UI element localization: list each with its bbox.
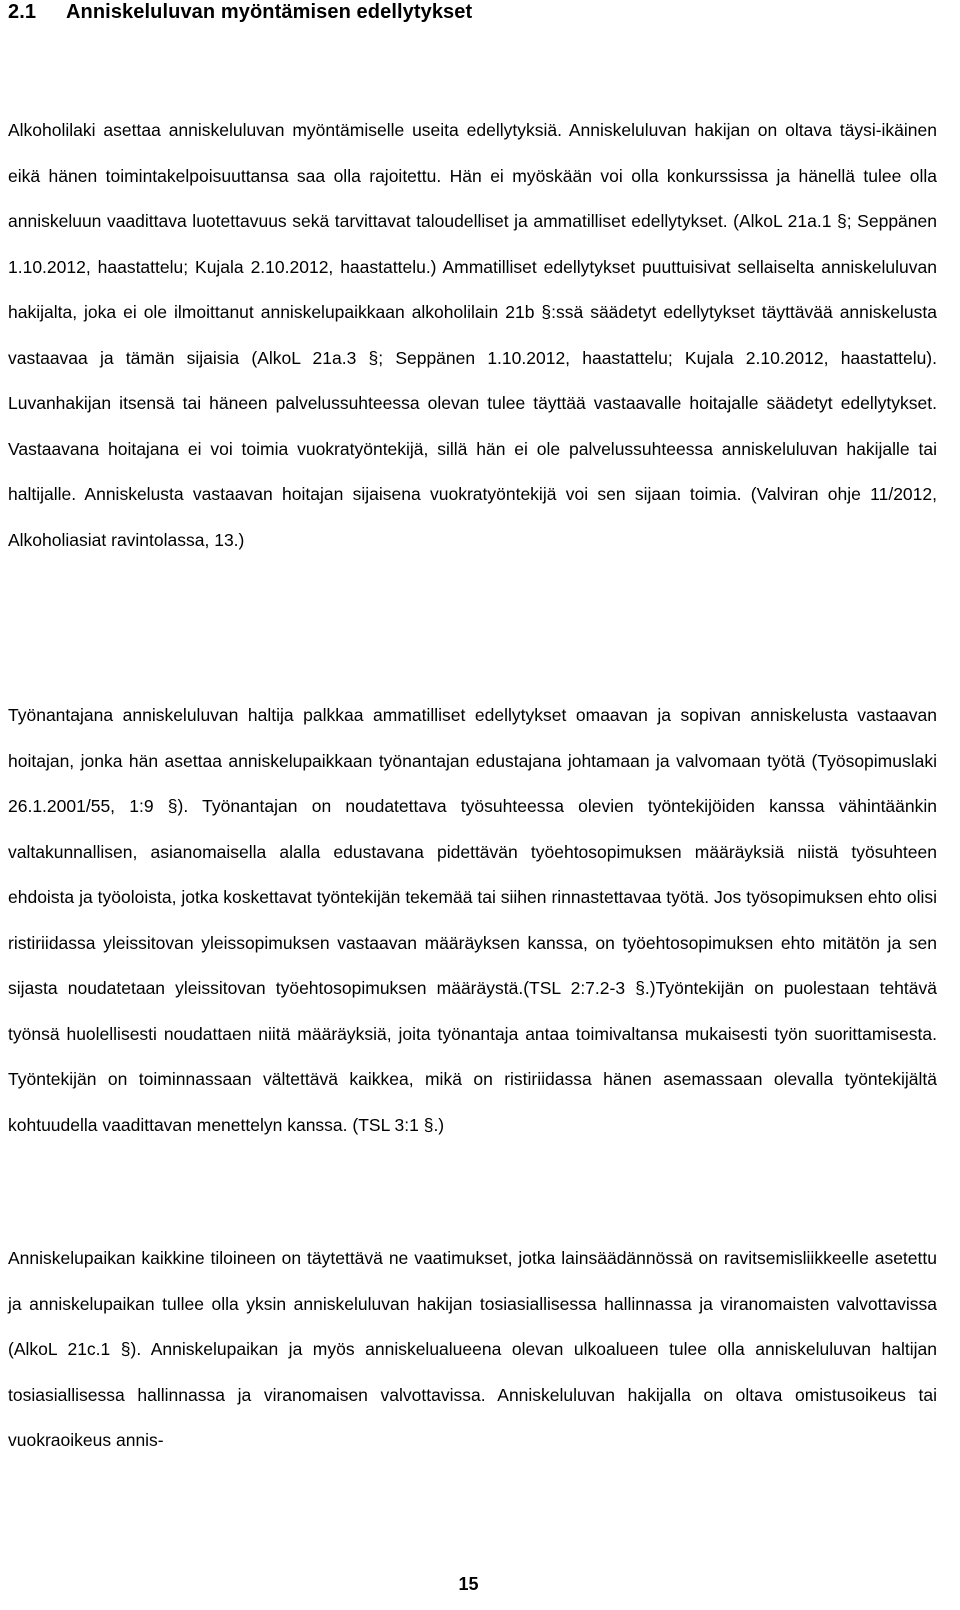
page-number: 15 <box>458 1574 479 1594</box>
section-title: Anniskeluluvan myöntämisen edellytykset <box>66 1 473 23</box>
section-number: 2.1 <box>8 1 37 23</box>
paragraph-license-requirements: Alkoholilaki asettaa anniskeluluvan myöntämiselle useita edellytyksiä. Anniskeluluvan hakijan on oltava täysi-ikäinen eikä hänen toimintakelpoisuuttansa saa olla rajoitettu. Hän ei myöskään voi olla konkurssissa ja hänellä tulee olla anniskeluun vaadittava luotettavuus sekä tarvittavat taloudelliset ja ammatilliset edellytykset. (AlkoL 21a.1 §; Seppänen 1.10.2012, haastattelu; Kujala 2.10.2012, haastattelu.) Ammatilliset edellytykset puuttuisivat sellaiselta anniskeluluvan hakijalta, joka ei ole ilmoittanut anniskelupaikkaan alkoholilain 21b §:ssä säädetyt edellytykset täyttävää anniskelusta vastaavaa ja tämän sijaisia (AlkoL 21a.3 §; Seppänen 1.10.2012, haastattelu; Kujala 2.10.2012, haastattelu). Luvanhakijan itsensä tai häneen palvelussuhteessa olevan tulee täyttää vastaavalle hoitajalle säädetyt edellytykset. Vastaavana hoitajana ei voi toimia vuokratyöntekijä, sillä hän ei ole palvelussuhteessa anniskeluluvan hakijalle tai haltijalle. Anniskelusta vastaavan hoitajan sijaisena vuokratyöntekijä voi sen sijaan toimia. (Valviran ohje 11/2012, Alkoholiasiat ravintolassa, 13.) <box>8 120 937 550</box>
paragraph-premises-requirements: Anniskelupaikan kaikkine tiloineen on täytettävä ne vaatimukset, jotka lainsäädännössä on ravitsemisliikkeelle asetettu ja anniskelupaikan tullee olla yksin anniskeluluvan hakijan tosiasiallisessa hallinnassa ja viranomaisten valvottavissa (AlkoL 21c.1 §). Anniskelupaikan ja myös anniskelualueena olevan ulkoalueen tulee olla anniskeluluvan haltijan tosiasiallisessa hallinnassa ja viranomaisen valvottavissa. Anniskeluluvan hakijalla on oltava omistusoikeus tai vuokraoikeus annis- <box>8 1248 937 1450</box>
section-heading <box>8 0 472 26</box>
paragraph-employer-duties: Työnantajana anniskeluluvan haltija palkkaa ammatilliset edellytykset omaavan ja sopivan anniskelusta vastaavan hoitajan, jonka hän asettaa anniskelupaikkaan työnantajan edustajana johtamaan ja valvomaan työtä (Työsopimuslaki 26.1.2001/55, 1:9 §). Työnantajan on noudatettava työsuhteessa olevien työntekijöiden kanssa vähintäänkin valtakunnallisen, asianomaisella alalla edustavana pidettävän työehtosopimuksen määräyksiä niistä työsuhteen ehdoista ja työoloista, jotka koskettavat työntekijän tekemää tai siihen rinnastettavaa työtä. Jos työsopimuksen ehto olisi ristiriidassa yleissitovan yleissopimuksen vastaavan määräyksen kanssa, on työehtosopimuksen ehto mitätön ja sen sijasta noudatetaan yleissitovan työehtosopimuksen määräystä.(TSL 2:7.2-3 §.)Työntekijän on puolestaan tehtävä työnsä huolellisesti noudattaen niitä määräyksiä, joita työnantaja antaa toimivaltansa mukaisesti työn suorittamisesta. Työntekijän on toiminnassaan vältettävä kaikkea, mikä on ristiriidassa hänen asemassaan olevalla työntekijältä kohtuudella vaadittavan menettelyn kanssa. (TSL 3:1 §.) <box>8 705 937 1135</box>
